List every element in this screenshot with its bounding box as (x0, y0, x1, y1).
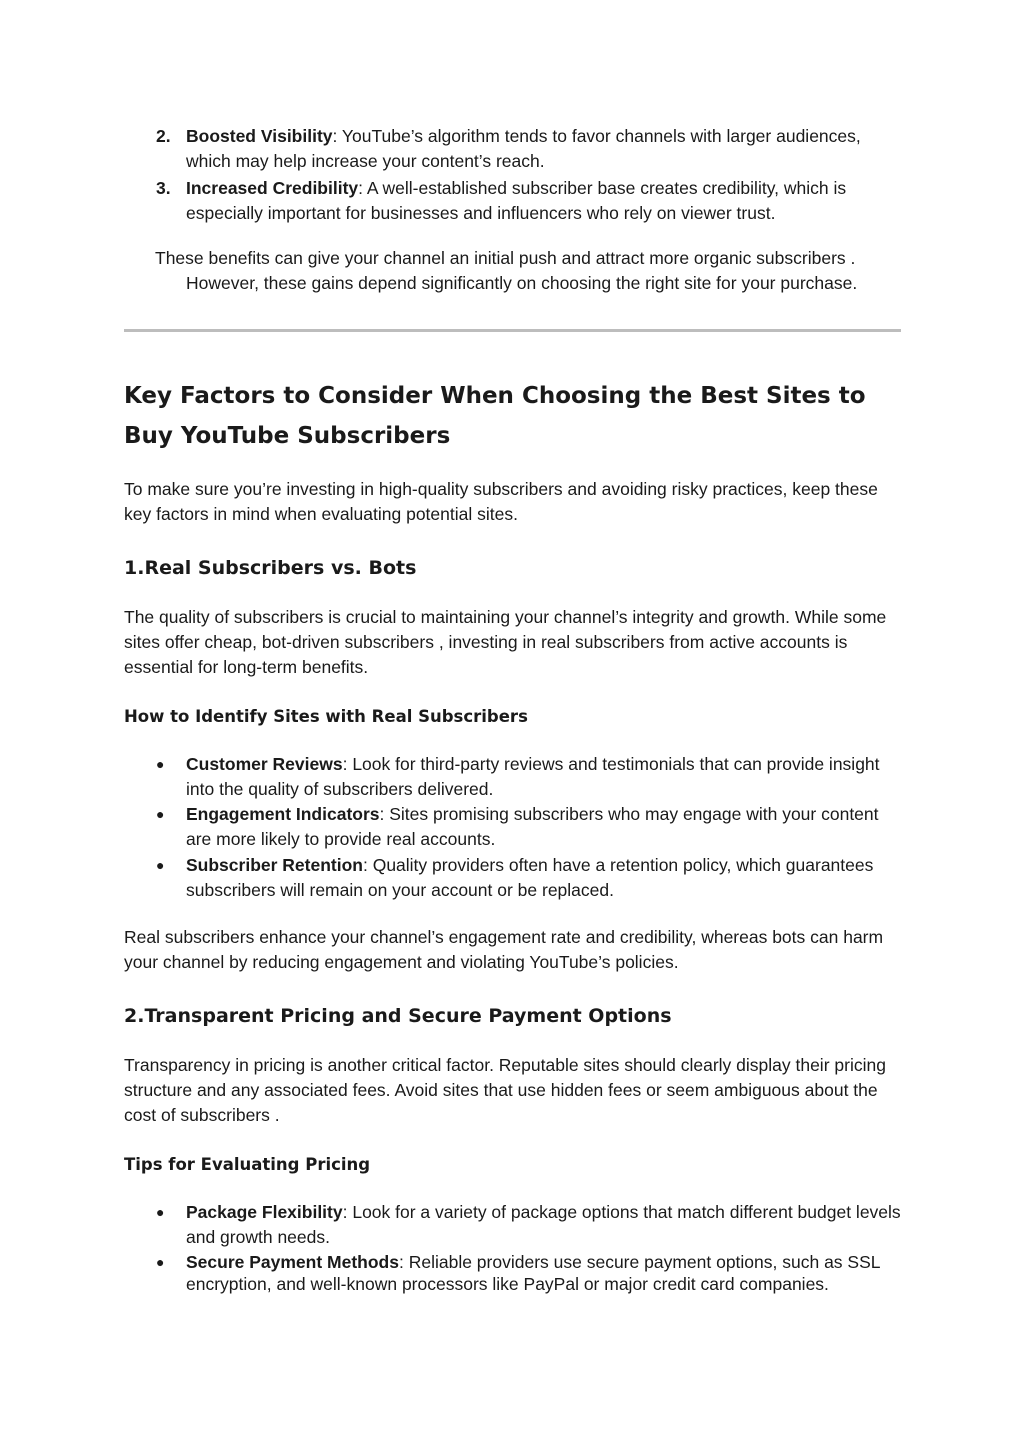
list-item-term: Boosted Visibility (186, 126, 333, 146)
list-item-text: : Quality providers often have a retention policy, which guarantees subscribers will remain on your account or be replaced. (186, 855, 874, 900)
subsection-heading: Tips for Evaluating Pricing (124, 1155, 371, 1174)
list-item-text: : Look for a variety of package options that match different budget levels and growth needs. (186, 1202, 901, 1247)
list-item-term: Increased Credibility (186, 178, 359, 198)
list-item (124, 1200, 904, 1250)
subsection-heading: How to Identify Sites with Real Subscribers (124, 707, 528, 726)
intro-paragraph: To make sure you’re investing in high-quality subscribers and avoiding risky practices, keep these key factors in mind when evaluating potential sites. (124, 479, 878, 524)
list-number: 2. (156, 126, 171, 146)
section-heading: 2.Transparent Pricing and Secure Payment Options (124, 1005, 672, 1027)
numbered-list (124, 124, 904, 227)
list-item-term: Engagement Indicators (186, 804, 380, 824)
list-item-term: Package Flexibility (186, 1202, 343, 1222)
list-item-text: : Look for third-party reviews and testimonials that can provide insight into the quality of subscribers delivered. (186, 754, 880, 799)
list-item-term: Secure Payment Methods (186, 1252, 399, 1272)
list-item-term: Subscriber Retention (186, 855, 363, 875)
bullet-icon: ● (156, 857, 165, 873)
bullet-icon: ● (156, 1254, 165, 1270)
list-item (124, 853, 904, 903)
bullet-icon: ● (156, 1204, 165, 1220)
section-paragraph: Transparency in pricing is another critical factor. Reputable sites should clearly display their pricing structure and any associated fees. Avoid sites that use hidden fees or seem ambiguous about the cost of subscribers . (124, 1055, 886, 1125)
list-item-text: : Reliable providers use secure payment options, such as SSL encryption, and well-known processors like PayPal or major credit card companies. (186, 1252, 880, 1294)
list-item (124, 124, 904, 174)
section-closing-paragraph: Real subscribers enhance your channel’s engagement rate and credibility, whereas bots can harm your channel by reducing engagement and violating YouTube’s policies. (124, 927, 884, 972)
list-item (124, 802, 904, 852)
list-item-term: Customer Reviews (186, 754, 343, 774)
benefits-paragraph: These benefits can give your channel an initial push and attract more organic subscribers . However, these gains depend significantly on choosing the right site for your purchase. (155, 248, 858, 293)
list-item-text: : Sites promising subscribers who may engage with your content are more likely to provide real accounts. (186, 804, 879, 849)
list-item-text: : YouTube’s algorithm tends to favor channels with larger audiences, which may help increase your content’s reach. (186, 126, 861, 171)
list-item-text: : A well-established subscriber base creates credibility, which is especially important for businesses and influencers who rely on viewer trust. (186, 178, 847, 223)
bullet-icon: ● (156, 756, 165, 772)
list-item (124, 176, 904, 226)
section-heading: 1.Real Subscribers vs. Bots (124, 557, 417, 579)
bullet-list (124, 752, 904, 904)
list-number: 3. (156, 178, 171, 198)
list-item (124, 752, 904, 802)
main-heading: Key Factors to Consider When Choosing the Best Sites to Buy YouTube Subscribers (124, 383, 866, 449)
section-paragraph: The quality of subscribers is crucial to maintaining your channel’s integrity and growth. While some sites offer cheap, bot-driven subscribers , investing in real subscribers from active accounts is essential for long-term benefits. (124, 607, 887, 677)
bullet-icon: ● (156, 806, 165, 822)
bullet-list (124, 1200, 904, 1296)
horizontal-divider (124, 329, 901, 332)
list-item (124, 1251, 904, 1295)
